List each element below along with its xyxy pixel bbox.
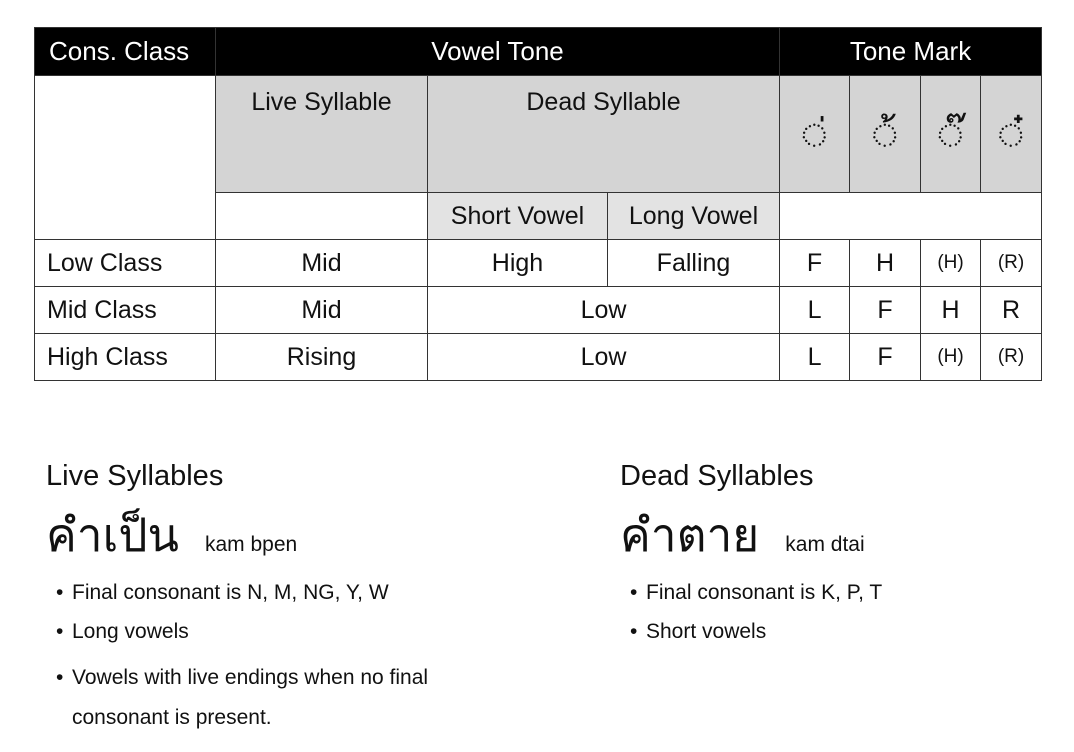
dead-romanization: kam dtai <box>785 533 865 556</box>
tone-rules-table <box>34 27 1042 381</box>
mai-chattawa-icon: ◌๋ <box>998 111 1024 157</box>
table-row-low-class <box>35 240 1042 287</box>
subheader-dead-syllable: Dead Syllable <box>428 76 780 193</box>
list-item: • Long vowels <box>56 619 566 644</box>
table-row-high-class <box>35 334 1042 381</box>
mark-4-tone: (R) <box>981 240 1042 287</box>
dead-thai-word: คำตาย <box>620 508 760 562</box>
subheader-long-vowel: Long Vowel <box>608 193 780 240</box>
tone-mark-cell-1 <box>780 76 850 193</box>
list-item: • Final consonant is K, P, T <box>630 580 1040 605</box>
live-tone: Rising <box>216 334 428 381</box>
class-label: Low Class <box>35 240 216 287</box>
subheader-live-syllable: Live Syllable <box>216 76 428 193</box>
mai-tri-icon: ◌๊ <box>938 111 963 157</box>
live-syllables-title: Live Syllables <box>46 460 224 492</box>
list-item: • Final consonant is N, M, NG, Y, W <box>56 580 566 605</box>
mark-2-tone: H <box>850 240 921 287</box>
subheader-short-vowel: Short Vowel <box>428 193 608 240</box>
short-vowel-tone: High <box>428 240 608 287</box>
tone-mark-cell-4 <box>981 76 1042 193</box>
live-bullet-list <box>46 580 566 738</box>
dead-tone: Low <box>428 287 780 334</box>
live-tone: Mid <box>216 287 428 334</box>
mark-2-tone: F <box>850 287 921 334</box>
mark-1-tone: L <box>780 287 850 334</box>
long-vowel-tone: Falling <box>608 240 780 287</box>
dead-tone: Low <box>428 334 780 381</box>
mark-4-tone: (R) <box>981 334 1042 381</box>
blank-cell <box>35 76 216 240</box>
mai-tho-icon: ◌้ <box>872 111 898 157</box>
mark-1-tone: L <box>780 334 850 381</box>
dead-bullet-list <box>620 580 1040 644</box>
dead-syllables-section <box>620 460 1040 658</box>
mark-2-tone: F <box>850 334 921 381</box>
live-thai-word: คำเป็น <box>46 508 179 562</box>
tone-mark-cell-2 <box>850 76 921 193</box>
mark-4-tone: R <box>981 287 1042 334</box>
mark-3-tone: H <box>921 287 981 334</box>
live-romanization: kam bpen <box>204 533 298 556</box>
class-label: High Class <box>35 334 216 381</box>
header-cons-class: Cons. Class <box>35 28 216 76</box>
live-syllables-section <box>46 460 566 752</box>
mai-ek-icon: ◌่ <box>802 111 827 157</box>
mark-1-tone: F <box>780 240 850 287</box>
table-row-mid-class <box>35 287 1042 334</box>
list-item: • Short vowels <box>630 619 1040 644</box>
dead-syllables-title: Dead Syllables <box>620 460 814 492</box>
list-item: • Vowels with live endings when no final consonant is present. <box>56 658 432 738</box>
mark-3-tone: (H) <box>921 240 981 287</box>
live-blank-cell <box>216 193 428 240</box>
class-label: Mid Class <box>35 287 216 334</box>
header-vowel-tone: Vowel Tone <box>216 28 780 76</box>
live-tone: Mid <box>216 240 428 287</box>
mark-3-tone: (H) <box>921 334 981 381</box>
header-tone-mark: Tone Mark <box>780 28 1042 76</box>
tone-mark-cell-3 <box>921 76 981 193</box>
marks-blank-cell <box>780 193 1042 240</box>
